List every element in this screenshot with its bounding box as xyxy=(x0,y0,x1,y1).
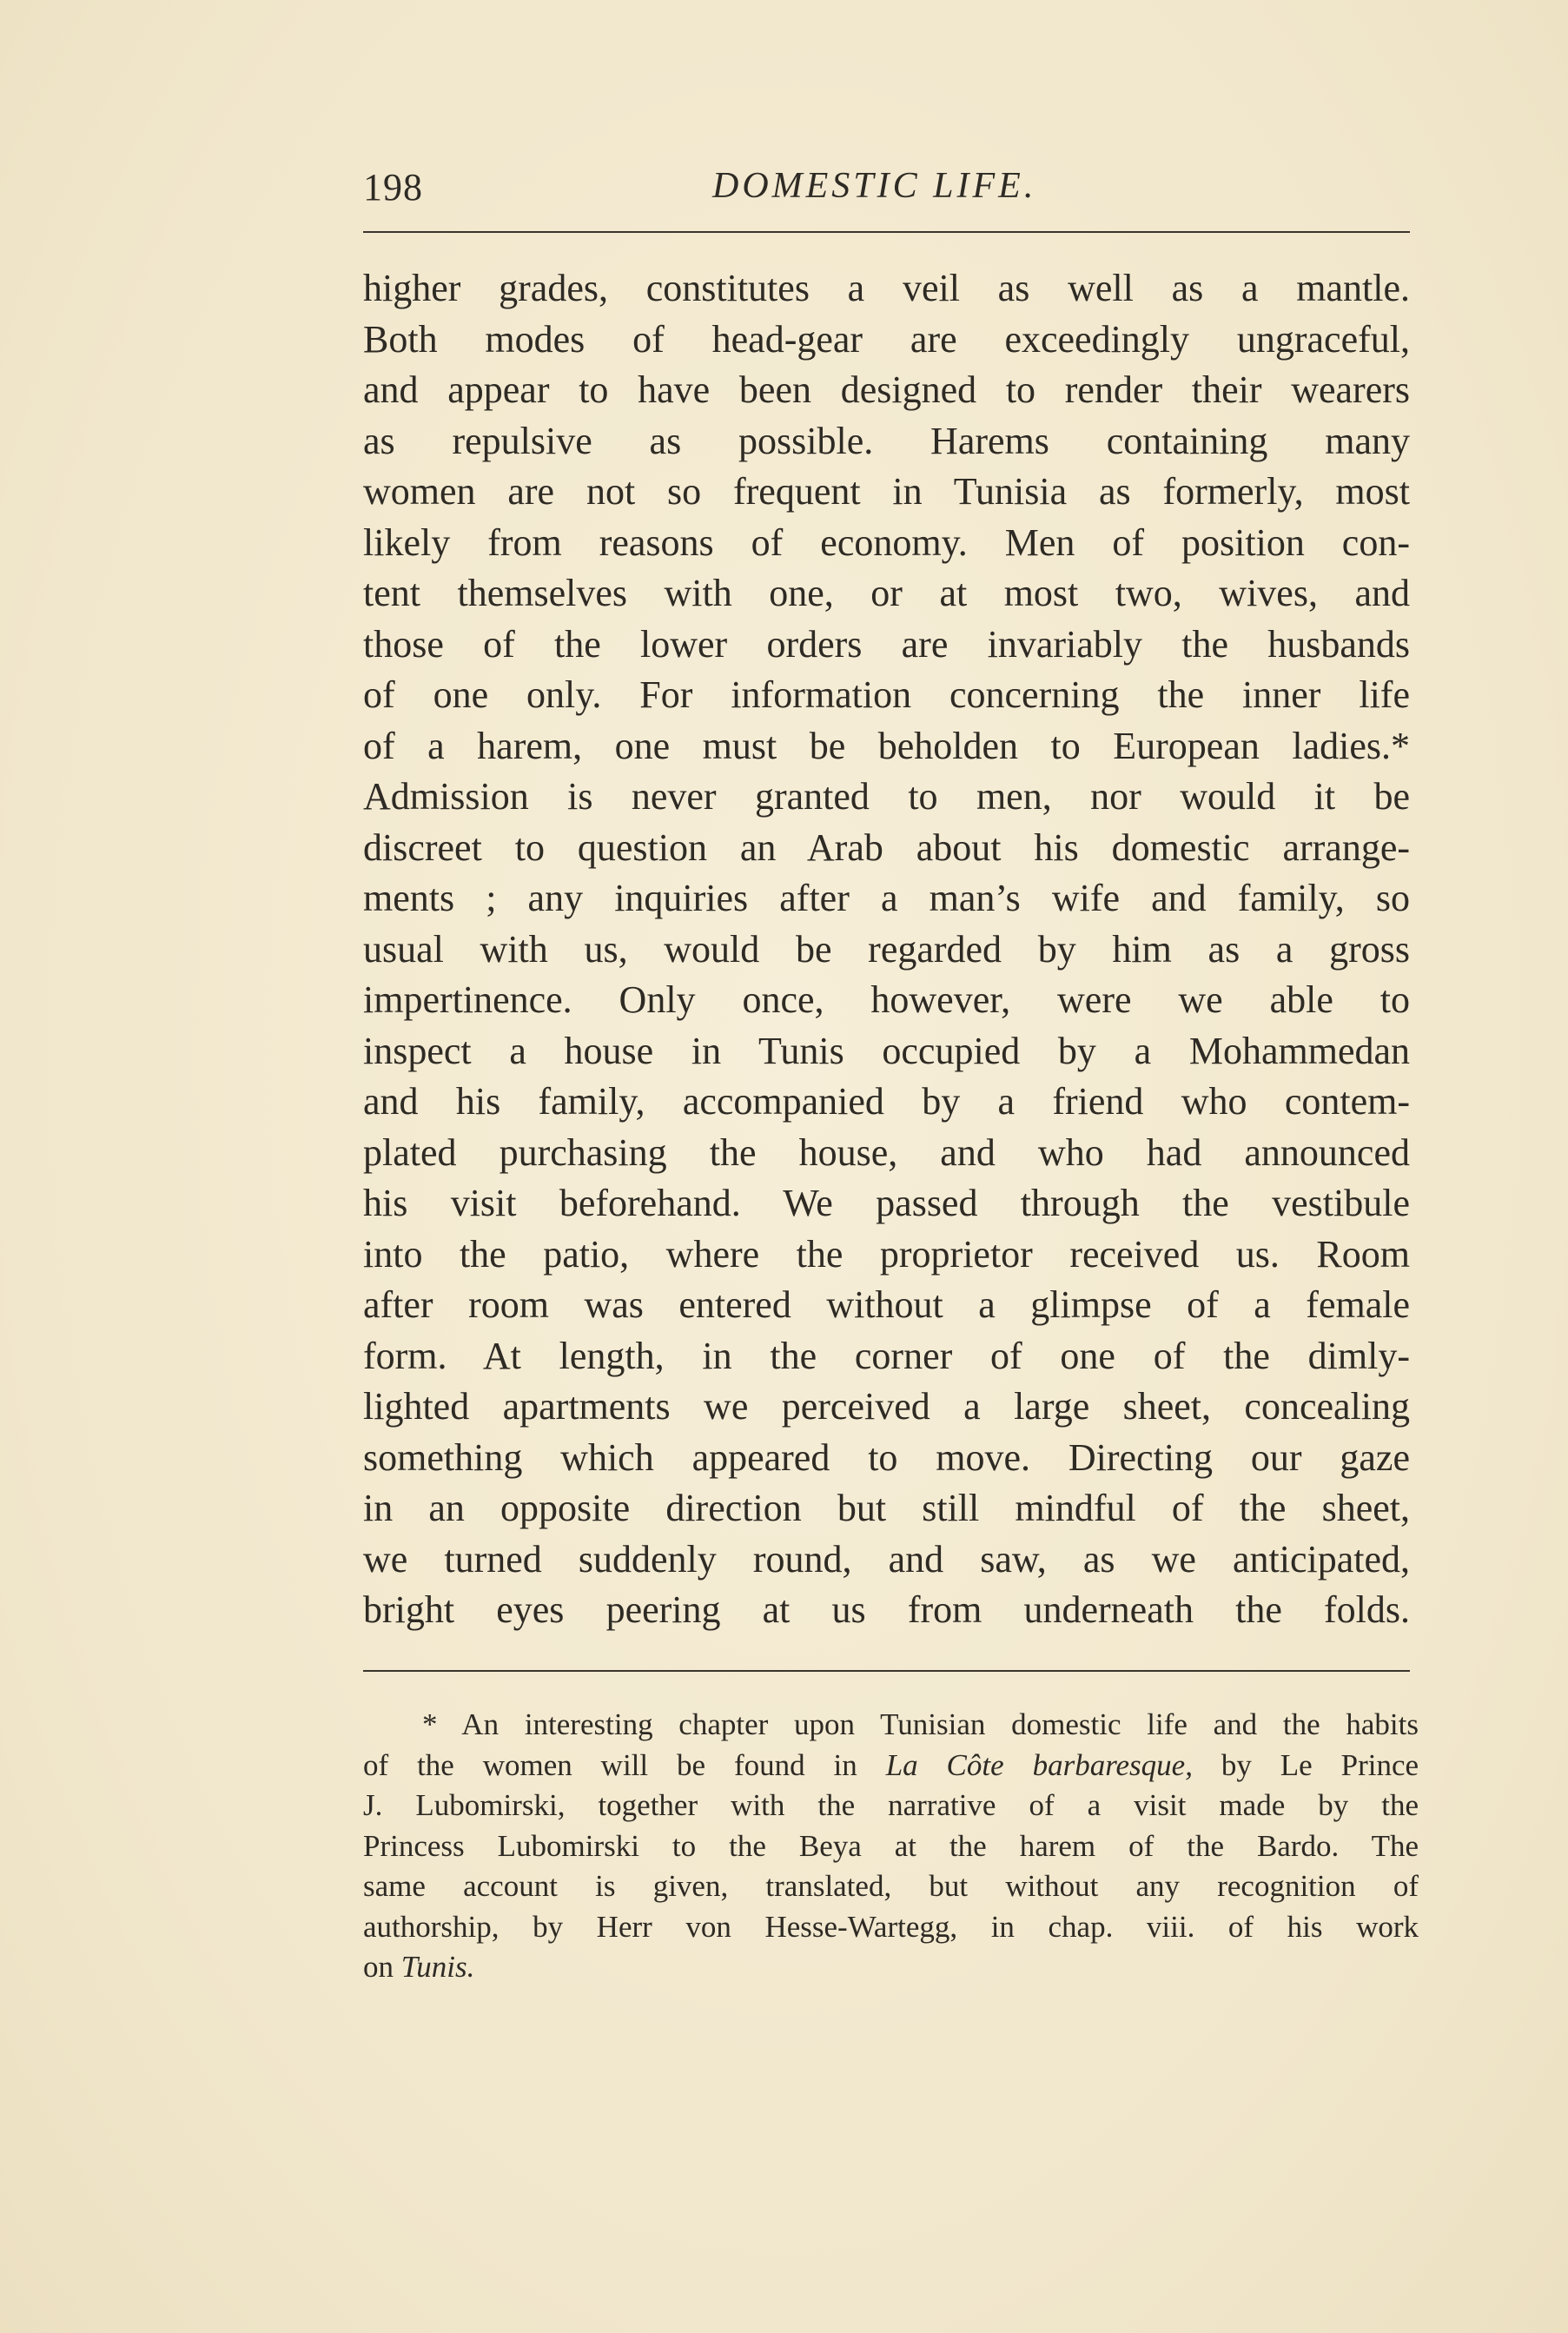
body-line: bright eyes peering at us from underneath the folds. xyxy=(363,1588,1410,1631)
body-line: and his family, accompanied by a friend who contem- xyxy=(363,1080,1410,1123)
page-header xyxy=(363,165,1410,217)
body-line: plated purchasing the house, and who had announced xyxy=(363,1130,1410,1174)
body-line: lighted apartments we perceived a large sheet, concealing xyxy=(363,1385,1410,1428)
body-line: inspect a house in Tunis occupied by a Mohammedan xyxy=(363,1029,1410,1072)
body-line: something which appeared to move. Directing our gaze xyxy=(363,1435,1410,1479)
footnote-book-title: Tunis. xyxy=(400,1950,475,1984)
footnote-line: Princess Lubomirski to the Beya at the harem of the Bardo. The xyxy=(363,1828,1419,1863)
footnote-line: * An interesting chapter upon Tunisian domestic life and the habits xyxy=(422,1707,1419,1741)
body-line: we turned suddenly round, and saw, as we anticipated, xyxy=(363,1537,1410,1581)
body-line: in an opposite direction but still mindful of the sheet, xyxy=(363,1487,1410,1529)
body-line: into the patio, where the proprietor received us. Room xyxy=(363,1232,1410,1276)
body-text xyxy=(363,263,1410,1636)
footnote-text: by Le Prince xyxy=(1192,1747,1419,1782)
header-rule xyxy=(363,231,1410,233)
body-line: likely from reasons of economy. Men of position con- xyxy=(363,520,1410,564)
body-line: and appear to have been designed to render their wearers xyxy=(363,368,1410,411)
body-line: of one only. For information concerning the inner life xyxy=(363,673,1410,716)
footnote-line xyxy=(363,1746,1419,1786)
body-line: usual with us, would be regarded by him as a gross xyxy=(363,927,1410,971)
body-line: impertinence. Only once, however, were we able to xyxy=(363,978,1410,1021)
body-line: women are not so frequent in Tunisia as formerly, most xyxy=(363,470,1410,513)
body-line: of a harem, one must be beholden to European ladies.* xyxy=(363,724,1410,767)
body-line: form. At length, in the corner of one of the dimly- xyxy=(363,1334,1410,1377)
footnote-line xyxy=(363,1947,1419,1988)
running-head: DOMESTIC LIFE. xyxy=(712,166,1037,206)
body-line: Admission is never granted to men, nor would it be xyxy=(363,775,1410,818)
body-line: tent themselves with one, or at most two, wives, and xyxy=(363,572,1410,614)
body-line: Both modes of head-gear are exceedingly ungraceful, xyxy=(363,317,1410,361)
footnote-line: same account is given, translated, but without any recognition of xyxy=(363,1869,1419,1903)
body-line: those of the lower orders are invariably the husbands xyxy=(363,622,1410,666)
footnote-text: of the women will be found in xyxy=(363,1747,886,1782)
body-line: after room was entered without a glimpse of a female xyxy=(363,1283,1410,1326)
footnote-text: on xyxy=(363,1950,401,1984)
page-number: 198 xyxy=(363,166,423,209)
body-line: ments ; any inquiries after a man’s wife and family, so xyxy=(363,877,1410,919)
footnote xyxy=(363,1705,1419,1988)
footnote-line: J. Lubomirski, together with the narrative of a visit made by the xyxy=(363,1788,1419,1822)
footnote-rule xyxy=(363,1670,1410,1672)
body-line: discreet to question an Arab about his domestic arrange- xyxy=(363,825,1410,869)
body-line: as repulsive as possible. Harems containing many xyxy=(363,419,1410,462)
footnote-book-title: La Côte barbaresque, xyxy=(885,1747,1193,1782)
footnote-line: authorship, by Herr von Hesse-Wartegg, in chap. viii. of his work xyxy=(363,1909,1419,1944)
body-line: his visit beforehand. We passed through the vestibule xyxy=(363,1182,1410,1224)
body-line: higher grades, constitutes a veil as well as a mantle. xyxy=(363,267,1410,309)
